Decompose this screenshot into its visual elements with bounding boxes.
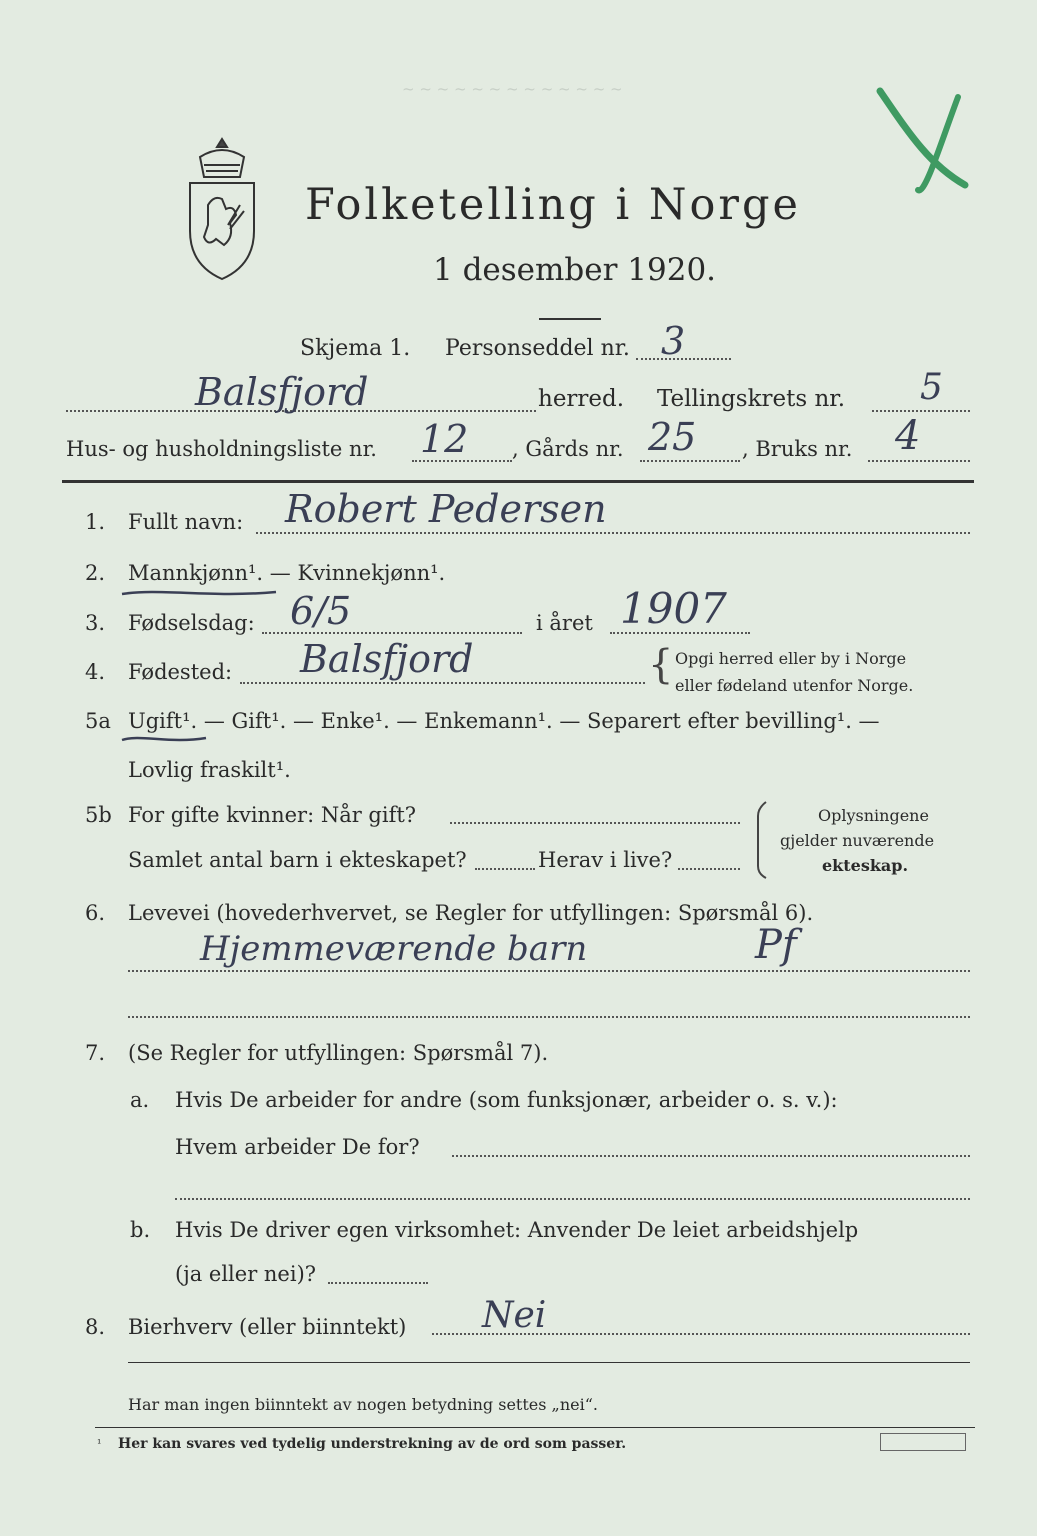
gards-label: , Gårds nr. — [512, 437, 624, 461]
q8-label: Bierhverv (eller biinntekt) — [128, 1315, 407, 1339]
q6-label: Levevei (hovederhvervet, se Regler for utfyllingen: Spørsmål 6). — [128, 901, 814, 925]
q7-number: 7. — [85, 1041, 106, 1065]
bruks-value: 4 — [895, 413, 921, 459]
q3-label: Fødselsdag: — [128, 611, 255, 635]
q5b-note-2: gjelder nuværende — [780, 831, 935, 850]
header-separator — [62, 480, 974, 483]
q2-label: Mannkjønn¹. — Kvinnekjønn¹. — [128, 561, 446, 585]
form-date: 1 desember 1920. — [433, 252, 717, 288]
bruks-label: , Bruks nr. — [742, 437, 853, 461]
q5a-line-2: Lovlig fraskilt¹. — [128, 758, 291, 782]
q4-label: Fødested: — [128, 660, 233, 684]
q6-line-2 — [128, 1016, 970, 1018]
q3-year-value: 1907 — [620, 584, 727, 633]
q5a-number: 5a — [85, 709, 111, 733]
q3-value: 6/5 — [290, 589, 352, 633]
form-title: Folketelling i Norge — [305, 180, 801, 230]
footnote-mark: ¹ — [97, 1437, 102, 1450]
footer-note: Har man ingen biinntekt av nogen betydning settes „nei“. — [128, 1395, 598, 1414]
q5b-children-line — [475, 868, 535, 870]
tellingskrets-label: Tellingskrets nr. — [657, 386, 846, 412]
q7a-letter: a. — [130, 1088, 150, 1112]
q4-brace: { — [648, 642, 674, 688]
gards-line — [640, 460, 740, 462]
q7b-text-2: (ja eller nei)? — [175, 1262, 317, 1286]
q6-mark: Pf — [755, 922, 797, 968]
q6-line-1 — [128, 970, 970, 972]
q5a-line-1: Ugift¹. — Gift¹. — Enke¹. — Enkemann¹. — Separert efter bevilling¹. — — [128, 709, 880, 733]
q1-label: Fullt navn: — [128, 510, 244, 534]
q1-number: 1. — [85, 510, 106, 534]
q2-underline-mark — [120, 586, 280, 600]
bruks-line — [868, 460, 970, 462]
q5b-note-3: ekteskap. — [822, 856, 909, 875]
q1-line — [256, 532, 970, 534]
title-divider — [539, 318, 601, 320]
q7a-text: Hvis De arbeider for andre (som funksjonær, arbeider o. s. v.): — [175, 1088, 838, 1112]
q7a-line-2 — [175, 1198, 970, 1200]
q4-line — [240, 682, 645, 684]
q8-number: 8. — [85, 1315, 106, 1339]
q7-label: (Se Regler for utfyllingen: Spørsmål 7). — [128, 1041, 549, 1065]
q5a-underline-mark — [120, 732, 210, 746]
norwegian-coat-of-arms-icon — [178, 135, 266, 285]
tellingskrets-value: 5 — [920, 367, 943, 408]
q3-year-label: i året — [536, 611, 593, 635]
q2-number: 2. — [85, 561, 106, 585]
skjema-label: Skjema 1. — [300, 336, 411, 361]
green-x-mark — [870, 85, 980, 195]
q5b-note-1: Oplysningene — [818, 806, 929, 825]
tellingskrets-line — [872, 410, 970, 412]
q5b-number: 5b — [85, 803, 112, 827]
footnote-text: Her kan svares ved tydelig understrekning av de ord som passer. — [118, 1436, 627, 1452]
q5b-label-3: Herav i live? — [538, 848, 673, 872]
q4-number: 4. — [85, 660, 106, 684]
q5b-label-1: For gifte kvinner: Når gift? — [128, 803, 417, 827]
q4-value: Balsfjord — [300, 637, 474, 681]
q6-number: 6. — [85, 901, 106, 925]
herred-value: Balsfjord — [195, 370, 369, 414]
q4-note-1: Opgi herred eller by i Norge — [675, 649, 907, 668]
gards-value: 25 — [648, 415, 697, 459]
q4-note-2: eller fødeland utenfor Norge. — [675, 676, 914, 695]
q6-value: Hjemmeværende barn — [200, 929, 588, 969]
q7b-line — [328, 1282, 428, 1284]
q8-value: Nei — [482, 1295, 547, 1336]
hus-label: Hus- og husholdningsliste nr. — [66, 437, 377, 461]
q7a-text-2: Hvem arbeider De for? — [175, 1135, 420, 1159]
q1-value: Robert Pedersen — [285, 487, 607, 531]
q5b-alive-line — [678, 868, 740, 870]
q5b-bracket — [752, 800, 772, 880]
q7b-text: Hvis De driver egen virksomhet: Anvender De leiet arbeidshjelp — [175, 1218, 859, 1242]
q7b-letter: b. — [130, 1218, 151, 1242]
footnote-separator — [95, 1427, 975, 1428]
q5b-married-line — [450, 822, 740, 824]
q7a-line-1 — [452, 1155, 970, 1157]
herred-label: herred. — [538, 386, 625, 412]
q5b-label-2: Samlet antal barn i ekteskapet? — [128, 848, 467, 872]
bleed-through-text: ~ ~ ~ ~ ~ ~ ~ ~ ~ ~ ~ ~ ~ — [402, 80, 623, 98]
personseddel-label: Personseddel nr. — [445, 336, 630, 361]
hus-value: 12 — [420, 417, 469, 461]
q3-number: 3. — [85, 611, 106, 635]
footer-separator — [128, 1362, 970, 1363]
printer-stamp — [880, 1433, 966, 1451]
personseddel-value: 3 — [661, 319, 686, 363]
